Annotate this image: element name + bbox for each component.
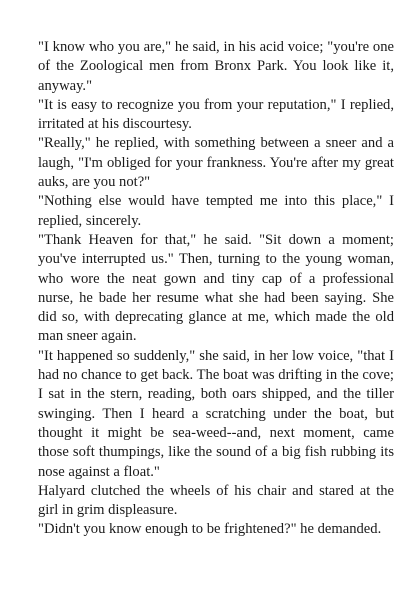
paragraph: "Thank Heaven for that," he said. "Sit down a moment; you've interrupted us." Then, turning to the young woman, who wore the neat gown and tiny cap of a professional nurse, he bade her resume what she had been saying. She did so, with deprecating glance at me, which made the old man sneer again.: [38, 231, 394, 345]
paragraph: "It is easy to recognize you from your reputation," I replied, irritated at his discourtesy.: [38, 96, 394, 133]
paragraph: "Really," he replied, with something between a sneer and a laugh, "I'm obliged for your frankness. You're after my great auks, are you not?": [38, 135, 394, 191]
paragraph: "I know who you are," he said, in his acid voice; "you're one of the Zoological men from Bronx Park. You look like it, anyway.": [38, 39, 394, 94]
paragraph: "It happened so suddenly," she said, in her low voice, "that I had no chance to get back. The boat was drifting in the cove; I sat in the stern, reading, both oars shipped, and the tiller swinging. Then I heard a scratching under the boat, but thought it might be sea-weed--and, next moment, came those soft thumpings, like the sound of a big fish rubbing its nose against a float.": [38, 347, 394, 480]
document-page: [38, 38, 394, 540]
paragraph: Halyard clutched the wheels of his chair and stared at the girl in grim displeasure.: [38, 482, 394, 519]
paragraph: "Nothing else would have tempted me into this place," I replied, sincerely.: [38, 193, 394, 229]
paragraph: "Didn't you know enough to be frightened?" he demanded.: [38, 521, 382, 538]
